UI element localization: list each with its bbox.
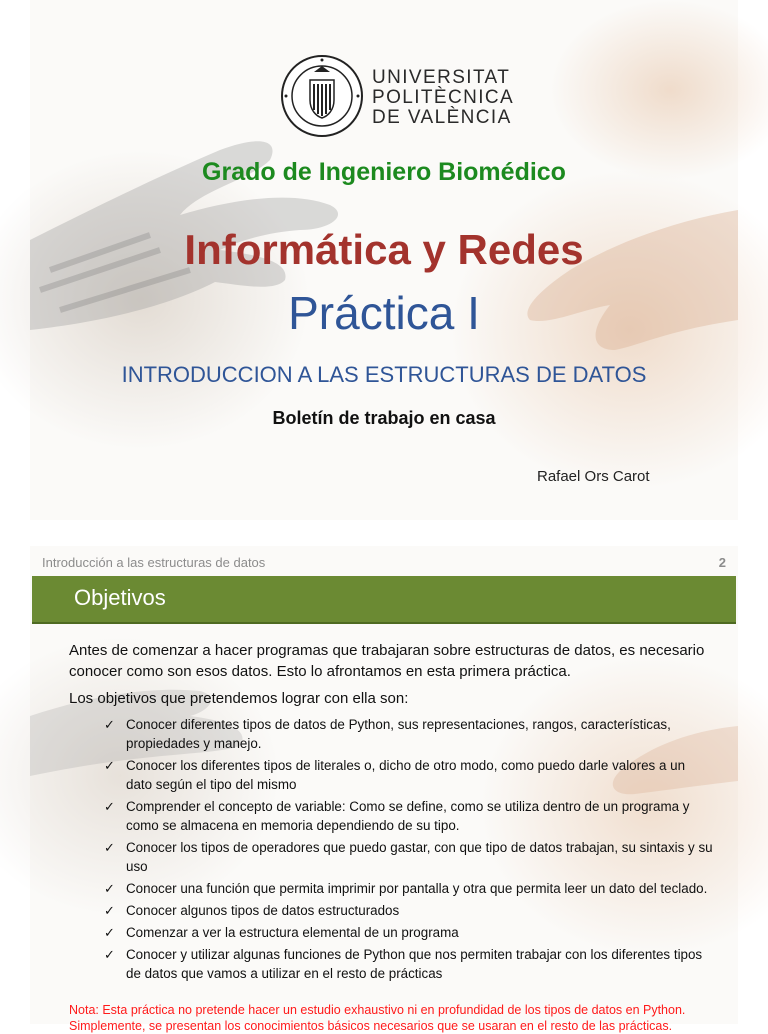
university-name	[372, 68, 514, 128]
section-title: Objetivos	[74, 585, 166, 610]
cover-page	[30, 0, 738, 520]
objectives-intro: Los objetivos que pretendemos lograr con ella son:	[69, 690, 409, 707]
list-item	[104, 838, 714, 876]
upv-logo	[280, 54, 515, 138]
note-text: Nota: Esta práctica no pretende hacer un estudio exhaustivo ni en profundidad de los tipos de datos en Python. Simplemente, se presentan los conocimientos básicos necesarios que se usaran en el resto de las prácticas.	[69, 1003, 686, 1033]
checkmark-icon: ✓	[104, 758, 115, 773]
section-title-bar	[32, 576, 736, 624]
objective-text: Conocer los diferentes tipos de literales o, dicho de otro modo, como puedo darle valores a un dato según el tipo del mismo	[126, 758, 686, 792]
list-item	[104, 756, 714, 794]
practice-title: Práctica I	[288, 287, 480, 339]
university-seal-icon	[280, 54, 364, 138]
objective-text: Conocer los tipos de operadores que puedo gastar, con que tipo de datos trabajan, su sintaxis y su uso	[126, 840, 713, 874]
list-item	[104, 879, 714, 898]
page-number: 2	[718, 555, 726, 570]
list-item	[104, 797, 714, 835]
course-title: Informática y Redes	[184, 226, 584, 273]
university-name-line: DE VALÈNCIA	[372, 107, 512, 128]
checkmark-icon: ✓	[104, 947, 115, 962]
objective-text: Conocer algunos tipos de datos estructurados	[126, 903, 400, 918]
list-item	[104, 901, 714, 920]
checkmark-icon: ✓	[104, 717, 115, 732]
objectives-content	[69, 640, 714, 986]
practice-subtitle: INTRODUCCION A LAS ESTRUCTURAS DE DATOS	[121, 362, 647, 387]
author-name: Rafael Ors Carot	[537, 468, 650, 485]
university-name-line: UNIVERSITAT	[372, 67, 511, 88]
objectives-page	[30, 546, 738, 1033]
objective-text: Comenzar a ver la estructura elemental de un programa	[126, 925, 459, 940]
list-item	[104, 923, 714, 942]
degree-title: Grado de Ingeniero Biomédico	[202, 158, 566, 186]
objective-text: Comprender el concepto de variable: Como se define, como se utiliza dentro de un programa y como se almacena en memoria dependiendo de su tipo.	[126, 799, 690, 833]
list-item	[104, 715, 714, 753]
intro-paragraph: Antes de comenzar a hacer programas que trabajaran sobre estructuras de datos, es necesario conocer como son esos datos. Esto lo afrontamos en esta primera práctica.	[69, 642, 705, 680]
objective-text: Conocer y utilizar algunas funciones de Python que nos permiten trabajar con los diferentes tipos de datos que vamos a utilizar en el resto de prácticas	[126, 947, 703, 981]
university-name-line: POLITÈCNICA	[372, 87, 515, 108]
bulletin-label: Boletín de trabajo en casa	[272, 408, 496, 428]
objective-text: Conocer una función que permita imprimir por pantalla y otra que permita leer un dato del teclado.	[126, 881, 708, 896]
checkmark-icon: ✓	[104, 840, 115, 855]
checkmark-icon: ✓	[104, 925, 115, 940]
slide-header-title: Introducción a las estructuras de datos	[42, 555, 266, 570]
checkmark-icon: ✓	[104, 903, 115, 918]
checkmark-icon: ✓	[104, 881, 115, 896]
objective-text: Conocer diferentes tipos de datos de Python, sus representaciones, rangos, características, propiedades y manejo.	[126, 717, 671, 751]
checkmark-icon: ✓	[104, 799, 115, 814]
list-item	[104, 945, 714, 983]
objectives-list	[69, 715, 714, 983]
